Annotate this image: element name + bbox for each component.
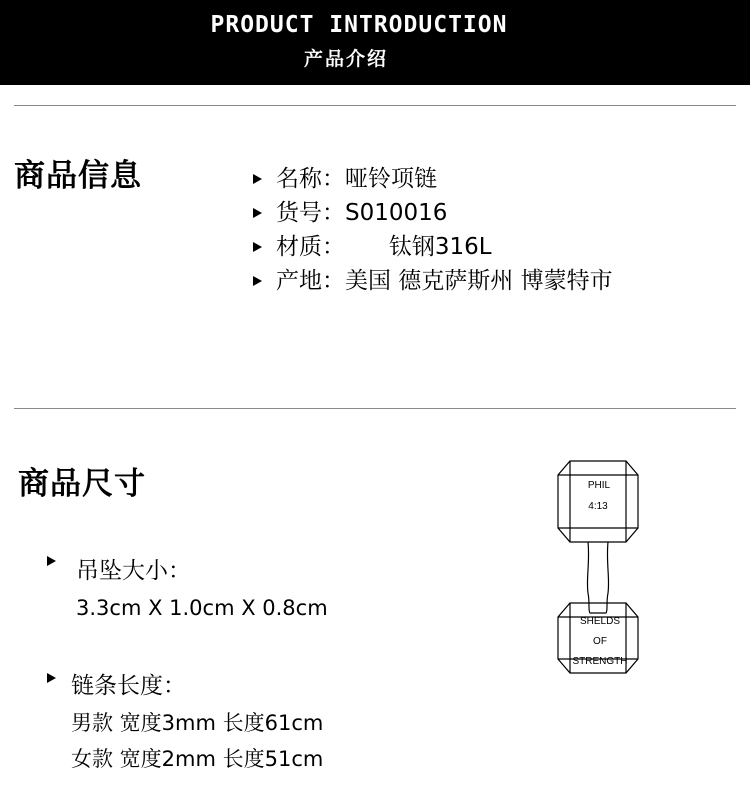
info-row-text: 产地：美国 德克萨斯州 博蒙特市 xyxy=(276,268,613,294)
chain-female-spec: 女款 宽度2mm 长度51cm xyxy=(71,747,324,771)
chain-length-block xyxy=(71,671,323,777)
engraving-top-1: PHIL xyxy=(587,480,611,491)
info-row-sku xyxy=(253,196,613,230)
engraving-top-2: 4:13 xyxy=(588,501,608,512)
pendant-size-label: 吊坠大小： xyxy=(76,558,191,584)
bullet-icon xyxy=(253,276,262,286)
engraving-bottom-2: OF xyxy=(593,636,607,647)
banner-title-cn: 产品介绍 xyxy=(303,48,388,70)
info-row-origin xyxy=(253,264,613,298)
bullet-icon xyxy=(253,208,262,218)
size-section-heading: 商品尺寸 xyxy=(18,466,146,502)
bullet-icon xyxy=(253,174,262,184)
divider-middle xyxy=(14,408,736,409)
info-row-text: 货号：S010016 xyxy=(276,200,448,226)
dumbbell-pendant-illustration xyxy=(548,453,648,683)
info-section-heading: 商品信息 xyxy=(14,158,142,194)
info-row-text: 名称：哑铃项链 xyxy=(276,166,437,192)
header-banner xyxy=(0,0,750,85)
bullet-icon xyxy=(47,556,56,566)
info-row-name xyxy=(253,162,613,196)
info-list xyxy=(253,162,613,298)
handle-shape xyxy=(587,542,608,613)
divider-top xyxy=(14,105,736,106)
banner-title-en: PRODUCT INTRODUCTION xyxy=(210,12,508,38)
pendant-size-value: 3.3cm X 1.0cm X 0.8cm xyxy=(76,596,328,620)
pendant-size-block xyxy=(76,556,328,626)
bullet-icon xyxy=(47,673,56,683)
engraving-bottom-3: STRENGTH xyxy=(572,656,628,667)
bullet-icon xyxy=(253,242,262,252)
info-row-text: 材质： 钛钢316L xyxy=(276,234,492,260)
info-row-material xyxy=(253,230,613,264)
engraving-bottom-1: SHELDS xyxy=(579,616,621,627)
chain-length-label: 链条长度： xyxy=(71,673,186,699)
chain-male-spec: 男款 宽度3mm 长度61cm xyxy=(71,711,324,735)
